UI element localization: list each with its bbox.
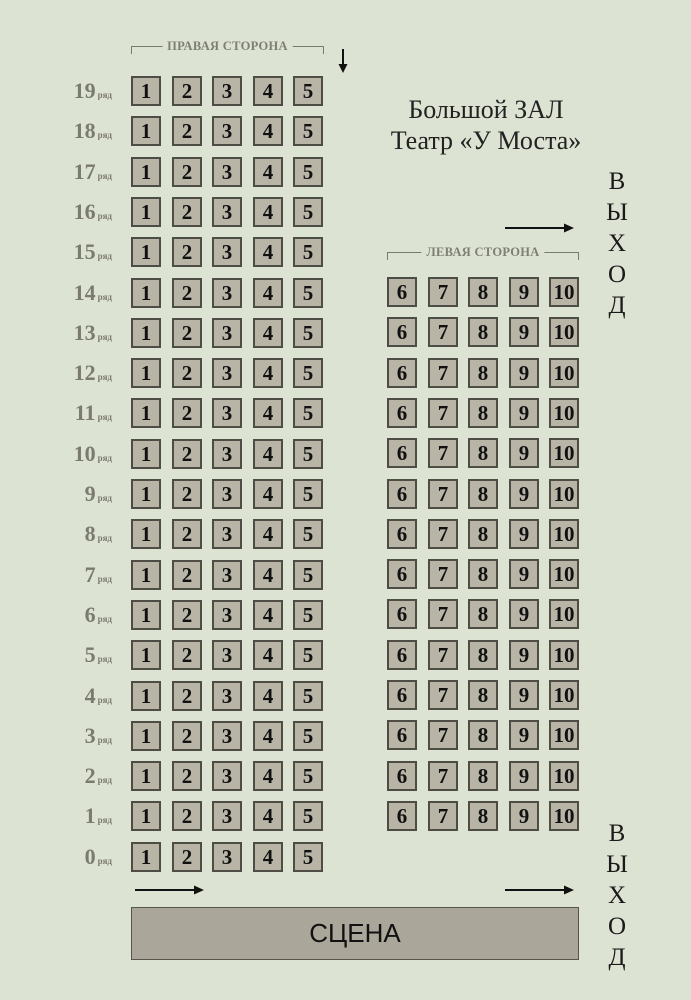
row-number: 17	[73, 159, 96, 184]
row-label	[52, 801, 112, 831]
seat[interactable]: 3	[212, 398, 242, 428]
seat[interactable]: 9	[509, 599, 539, 629]
seat[interactable]: 1	[131, 479, 161, 509]
exit-letter: Х	[607, 882, 627, 909]
seat[interactable]: 10	[549, 559, 579, 589]
seat[interactable]: 10	[549, 761, 579, 791]
seat[interactable]: 1	[131, 116, 161, 146]
seat[interactable]: 1	[131, 278, 161, 308]
row-label	[52, 479, 112, 509]
seat[interactable]: 7	[428, 398, 458, 428]
row-number: 12	[73, 360, 96, 385]
seat[interactable]: 4	[253, 358, 283, 388]
row-label	[52, 681, 112, 711]
seat[interactable]: 9	[509, 640, 539, 670]
seat[interactable]: 2	[172, 519, 202, 549]
row-suffix: ряд	[97, 735, 112, 745]
exit-letter: Ы	[606, 851, 628, 878]
seat[interactable]: 3	[212, 479, 242, 509]
row-suffix: ряд	[97, 533, 112, 543]
seat[interactable]: 1	[131, 681, 161, 711]
seat[interactable]: 8	[468, 519, 498, 549]
seat[interactable]: 7	[428, 559, 458, 589]
seat[interactable]: 6	[387, 599, 417, 629]
seat[interactable]: 9	[509, 680, 539, 710]
row-number: 15	[73, 239, 96, 264]
exit-letter: Д	[608, 292, 626, 319]
theatre-title: Театр «У Моста»	[390, 126, 582, 155]
seat[interactable]: 3	[212, 640, 242, 670]
seat[interactable]: 7	[428, 801, 458, 831]
row-number: 0	[84, 844, 96, 869]
left-side-bracket	[387, 246, 579, 260]
seat[interactable]: 6	[387, 559, 417, 589]
seat[interactable]: 1	[131, 237, 161, 267]
seat[interactable]: 9	[509, 801, 539, 831]
seat[interactable]: 3	[212, 600, 242, 630]
seat[interactable]: 5	[293, 640, 323, 670]
seat[interactable]: 8	[468, 317, 498, 347]
seat[interactable]: 1	[131, 358, 161, 388]
seat[interactable]: 4	[253, 318, 283, 348]
seat[interactable]: 2	[172, 237, 202, 267]
seat[interactable]: 2	[172, 116, 202, 146]
row-suffix: ряд	[97, 775, 112, 785]
seat[interactable]: 2	[172, 761, 202, 791]
seat[interactable]: 6	[387, 398, 417, 428]
seat[interactable]: 5	[293, 76, 323, 106]
row-label	[52, 116, 112, 146]
seat[interactable]: 2	[172, 600, 202, 630]
seat[interactable]: 2	[172, 560, 202, 590]
seat[interactable]: 10	[549, 398, 579, 428]
seat[interactable]: 6	[387, 277, 417, 307]
seat[interactable]: 10	[549, 277, 579, 307]
row-number: 3	[84, 723, 96, 748]
seat[interactable]: 5	[293, 237, 323, 267]
seat[interactable]: 9	[509, 559, 539, 589]
seat[interactable]: 5	[293, 721, 323, 751]
exit-letter: В	[608, 168, 626, 195]
seat[interactable]: 3	[212, 842, 242, 872]
seat[interactable]: 8	[468, 680, 498, 710]
row-number: 19	[73, 78, 96, 103]
seat[interactable]: 2	[172, 197, 202, 227]
seat[interactable]: 4	[253, 76, 283, 106]
seat[interactable]: 1	[131, 76, 161, 106]
seat[interactable]: 5	[293, 439, 323, 469]
row-label	[52, 600, 112, 630]
seat[interactable]: 6	[387, 720, 417, 750]
row-number: 7	[84, 562, 96, 587]
seat[interactable]: 1	[131, 801, 161, 831]
seat[interactable]: 9	[509, 761, 539, 791]
seat[interactable]: 4	[253, 681, 283, 711]
seat[interactable]: 8	[468, 479, 498, 509]
seat[interactable]: 9	[509, 720, 539, 750]
seat[interactable]: 3	[212, 439, 242, 469]
seat[interactable]: 6	[387, 761, 417, 791]
seat[interactable]: 8	[468, 720, 498, 750]
seat[interactable]: 5	[293, 519, 323, 549]
seat[interactable]: 5	[293, 801, 323, 831]
row-suffix: ряд	[97, 412, 112, 422]
row-suffix: ряд	[97, 251, 112, 261]
seat[interactable]: 5	[293, 157, 323, 187]
row-suffix: ряд	[97, 171, 112, 181]
seat[interactable]: 1	[131, 519, 161, 549]
exit-letter: О	[607, 261, 627, 288]
seat[interactable]: 3	[212, 278, 242, 308]
seat[interactable]: 5	[293, 600, 323, 630]
row-label	[52, 560, 112, 590]
seat[interactable]: 7	[428, 519, 458, 549]
seat[interactable]: 4	[253, 721, 283, 751]
row-number: 6	[84, 602, 96, 627]
seat[interactable]: 1	[131, 439, 161, 469]
row-label	[52, 358, 112, 388]
row-label	[52, 398, 112, 428]
seat[interactable]: 3	[212, 681, 242, 711]
row-label	[52, 237, 112, 267]
seat[interactable]: 3	[212, 237, 242, 267]
row-number: 14	[73, 280, 96, 305]
stage	[131, 907, 579, 960]
seat[interactable]: 8	[468, 599, 498, 629]
row-label	[52, 519, 112, 549]
seat[interactable]: 2	[172, 157, 202, 187]
seat[interactable]: 1	[131, 560, 161, 590]
seat[interactable]: 3	[212, 761, 242, 791]
row-number: 13	[73, 320, 96, 345]
exit-letter: В	[608, 820, 626, 847]
seat[interactable]: 10	[549, 640, 579, 670]
seat[interactable]: 4	[253, 237, 283, 267]
seat[interactable]: 7	[428, 479, 458, 509]
row-suffix: ряд	[97, 211, 112, 221]
seat[interactable]: 4	[253, 197, 283, 227]
seat[interactable]: 4	[253, 398, 283, 428]
seat[interactable]: 3	[212, 358, 242, 388]
seat[interactable]: 2	[172, 721, 202, 751]
seat[interactable]: 5	[293, 842, 323, 872]
seat[interactable]: 2	[172, 76, 202, 106]
exit-bottom[interactable]	[602, 818, 632, 973]
row-label	[52, 157, 112, 187]
seat[interactable]: 4	[253, 640, 283, 670]
seat[interactable]: 2	[172, 681, 202, 711]
seat[interactable]: 5	[293, 479, 323, 509]
hall-title: Большой ЗАЛ	[408, 95, 564, 124]
row-label	[52, 842, 112, 872]
seat[interactable]: 6	[387, 358, 417, 388]
seat[interactable]: 7	[428, 640, 458, 670]
row-number: 9	[84, 481, 96, 506]
seat[interactable]: 10	[549, 680, 579, 710]
seat[interactable]: 1	[131, 721, 161, 751]
exit-top[interactable]	[602, 166, 632, 321]
row-number: 1	[84, 803, 96, 828]
row-suffix: ряд	[97, 90, 112, 100]
seat[interactable]: 9	[509, 317, 539, 347]
seat[interactable]: 4	[253, 278, 283, 308]
exit-letter: Х	[607, 230, 627, 257]
seat[interactable]: 10	[549, 801, 579, 831]
bracket-tick	[387, 252, 388, 260]
seat[interactable]: 7	[428, 438, 458, 468]
exit-letter: О	[607, 913, 627, 940]
row-label	[52, 439, 112, 469]
seat[interactable]: 4	[253, 519, 283, 549]
seat[interactable]: 7	[428, 358, 458, 388]
seat[interactable]: 3	[212, 157, 242, 187]
right-side-label: ПРАВАЯ СТОРОНА	[162, 39, 293, 54]
seat[interactable]: 3	[212, 560, 242, 590]
seat[interactable]: 10	[549, 358, 579, 388]
right-side-bracket	[131, 40, 324, 54]
seat[interactable]: 5	[293, 278, 323, 308]
row-suffix: ряд	[97, 453, 112, 463]
seat[interactable]: 9	[509, 398, 539, 428]
seat[interactable]: 5	[293, 681, 323, 711]
seat[interactable]: 3	[212, 519, 242, 549]
arrow-right-icon	[505, 222, 575, 234]
row-label	[52, 640, 112, 670]
seat[interactable]: 2	[172, 358, 202, 388]
seat[interactable]: 3	[212, 721, 242, 751]
stage-label: СЦЕНА	[309, 918, 401, 948]
seat[interactable]: 6	[387, 640, 417, 670]
seat[interactable]: 4	[253, 560, 283, 590]
seat[interactable]: 7	[428, 317, 458, 347]
seat[interactable]: 9	[509, 438, 539, 468]
seat[interactable]: 3	[212, 197, 242, 227]
seat[interactable]: 5	[293, 116, 323, 146]
bracket-tick	[578, 252, 579, 260]
row-number: 8	[84, 521, 96, 546]
arrow-right-icon	[505, 884, 575, 896]
row-label	[52, 278, 112, 308]
row-suffix: ряд	[97, 695, 112, 705]
seat[interactable]: 2	[172, 318, 202, 348]
seat[interactable]: 8	[468, 801, 498, 831]
seat[interactable]: 7	[428, 720, 458, 750]
seat[interactable]: 7	[428, 680, 458, 710]
seat[interactable]: 10	[549, 479, 579, 509]
seat[interactable]: 3	[212, 801, 242, 831]
seat[interactable]: 2	[172, 278, 202, 308]
row-number: 10	[73, 441, 96, 466]
seat[interactable]: 5	[293, 761, 323, 791]
seat[interactable]: 8	[468, 761, 498, 791]
row-number: 18	[73, 118, 96, 143]
seat[interactable]: 4	[253, 439, 283, 469]
seat[interactable]: 2	[172, 439, 202, 469]
seat[interactable]: 4	[253, 157, 283, 187]
arrow-down-icon	[337, 48, 349, 74]
row-number: 11	[74, 400, 96, 425]
bracket-tick	[131, 46, 132, 54]
seat[interactable]: 5	[293, 358, 323, 388]
seat[interactable]: 8	[468, 438, 498, 468]
row-suffix: ряд	[97, 574, 112, 584]
seat[interactable]: 1	[131, 600, 161, 630]
row-label	[52, 318, 112, 348]
seat[interactable]: 10	[549, 599, 579, 629]
row-suffix: ряд	[97, 372, 112, 382]
row-number: 16	[73, 199, 96, 224]
seat[interactable]: 1	[131, 157, 161, 187]
row-suffix: ряд	[97, 856, 112, 866]
seat[interactable]: 1	[131, 197, 161, 227]
seat[interactable]: 9	[509, 277, 539, 307]
seat[interactable]: 6	[387, 479, 417, 509]
seat[interactable]: 2	[172, 479, 202, 509]
seat[interactable]: 10	[549, 720, 579, 750]
arrow-right-icon	[135, 884, 205, 896]
seat[interactable]: 1	[131, 398, 161, 428]
seat[interactable]: 4	[253, 600, 283, 630]
seat[interactable]: 10	[549, 438, 579, 468]
bracket-tick	[323, 46, 324, 54]
row-label	[52, 76, 112, 106]
seat[interactable]: 5	[293, 197, 323, 227]
seat[interactable]: 5	[293, 560, 323, 590]
row-suffix: ряд	[97, 130, 112, 140]
seat[interactable]: 4	[253, 801, 283, 831]
seat[interactable]: 7	[428, 761, 458, 791]
seat[interactable]: 7	[428, 277, 458, 307]
seat[interactable]: 6	[387, 801, 417, 831]
row-suffix: ряд	[97, 292, 112, 302]
seat[interactable]: 3	[212, 76, 242, 106]
seat[interactable]: 5	[293, 318, 323, 348]
seat[interactable]: 6	[387, 519, 417, 549]
seat[interactable]: 1	[131, 842, 161, 872]
row-label	[52, 721, 112, 751]
seat[interactable]: 10	[549, 317, 579, 347]
seat[interactable]: 6	[387, 317, 417, 347]
seat[interactable]: 8	[468, 640, 498, 670]
row-number: 5	[84, 642, 96, 667]
row-suffix: ряд	[97, 614, 112, 624]
seat[interactable]: 9	[509, 358, 539, 388]
seat[interactable]: 4	[253, 842, 283, 872]
row-label	[52, 761, 112, 791]
row-label	[52, 197, 112, 227]
row-suffix: ряд	[97, 654, 112, 664]
seat[interactable]: 4	[253, 116, 283, 146]
seat[interactable]: 8	[468, 559, 498, 589]
seat[interactable]: 6	[387, 438, 417, 468]
seat[interactable]: 8	[468, 277, 498, 307]
seat[interactable]: 1	[131, 318, 161, 348]
row-suffix: ряд	[97, 493, 112, 503]
seat[interactable]: 3	[212, 116, 242, 146]
seat[interactable]: 9	[509, 519, 539, 549]
seat[interactable]: 2	[172, 640, 202, 670]
seat[interactable]: 6	[387, 680, 417, 710]
exit-letter: Ы	[606, 199, 628, 226]
row-suffix: ряд	[97, 815, 112, 825]
left-side-label: ЛЕВАЯ СТОРОНА	[421, 245, 544, 260]
seat[interactable]: 8	[468, 358, 498, 388]
seat[interactable]: 10	[549, 519, 579, 549]
seat[interactable]: 8	[468, 398, 498, 428]
seat[interactable]: 2	[172, 842, 202, 872]
seat[interactable]: 5	[293, 398, 323, 428]
seat[interactable]: 3	[212, 318, 242, 348]
seat[interactable]: 4	[253, 761, 283, 791]
seat[interactable]: 1	[131, 761, 161, 791]
row-suffix: ряд	[97, 332, 112, 342]
seat[interactable]: 2	[172, 398, 202, 428]
seat[interactable]: 4	[253, 479, 283, 509]
row-number: 4	[84, 683, 96, 708]
row-number: 2	[84, 763, 96, 788]
seat[interactable]: 9	[509, 479, 539, 509]
seat[interactable]: 2	[172, 801, 202, 831]
seat[interactable]: 1	[131, 640, 161, 670]
seat[interactable]: 7	[428, 599, 458, 629]
exit-letter: Д	[608, 944, 626, 971]
